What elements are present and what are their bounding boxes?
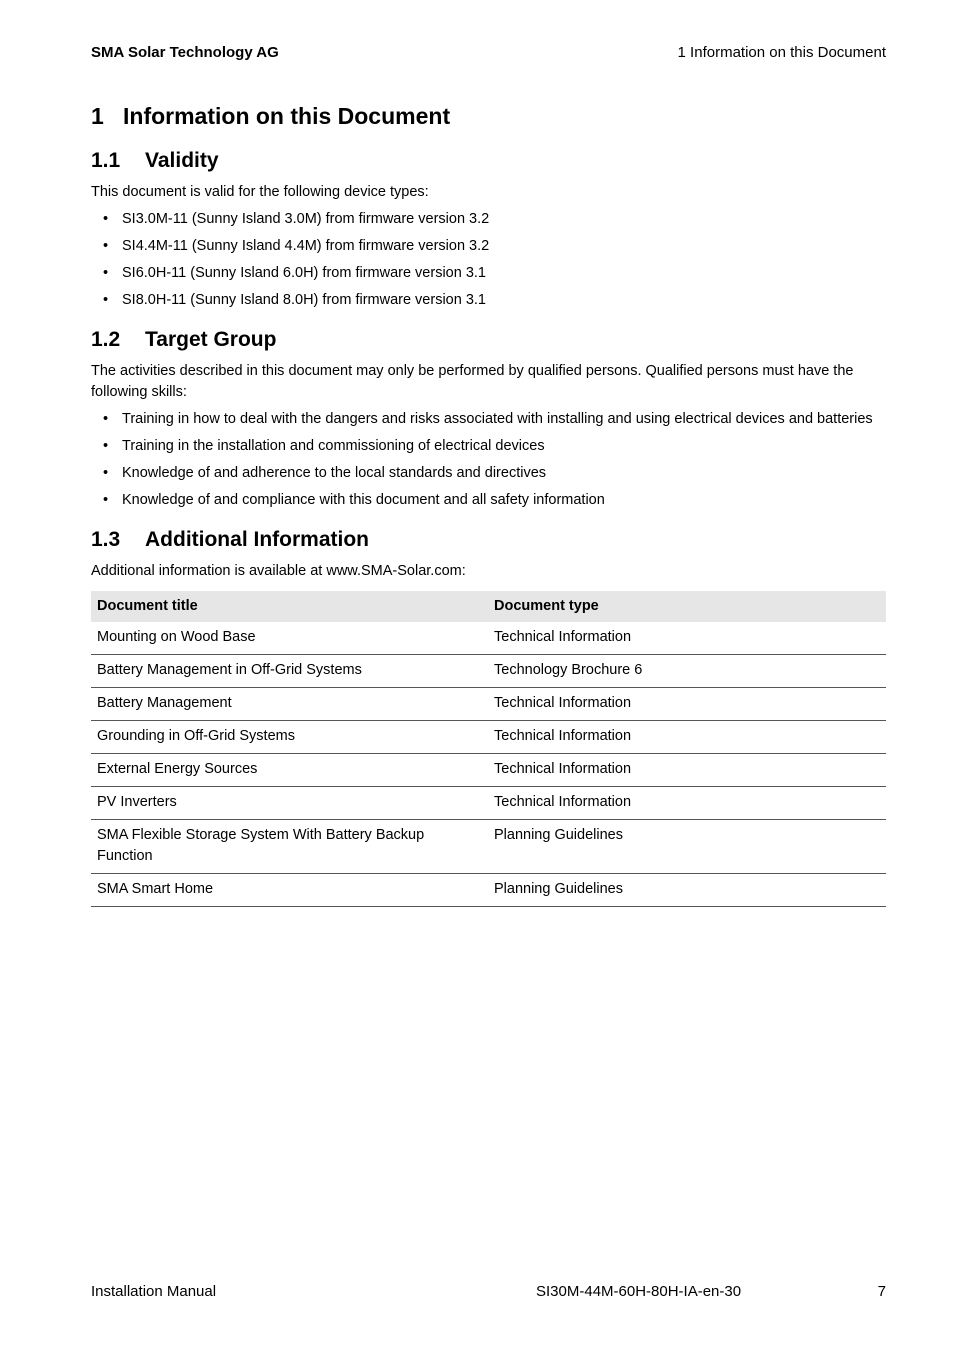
document-type-cell: Technical Information xyxy=(488,787,886,820)
list-item: • Training in the installation and commissioning of electrical devices xyxy=(91,436,886,457)
section-heading-validity xyxy=(91,146,886,176)
skills-list xyxy=(91,409,886,511)
column-header-type: Document type xyxy=(488,591,886,622)
bullet-icon: • xyxy=(103,238,109,254)
list-item: • Knowledge of and adherence to the local standards and directives xyxy=(91,463,886,484)
footer-document-code: SI30M-44M-60H-80H-IA-en-30 xyxy=(536,1283,742,1300)
document-title-cell: SMA Flexible Storage System With Battery Backup Function xyxy=(91,820,488,874)
header-section-title: 1 Information on this Document xyxy=(677,44,886,61)
chapter-title: Information on this Document xyxy=(123,103,451,129)
list-item: • SI4.4M-11 (Sunny Island 4.4M) from firmware version 3.2 xyxy=(91,236,886,257)
document-type-cell: Technology Brochure 6 xyxy=(488,655,886,688)
bullet-icon: • xyxy=(103,265,109,281)
document-title-cell: PV Inverters xyxy=(91,787,488,820)
document-title-cell: Battery Management in Off-Grid Systems xyxy=(91,655,488,688)
document-content xyxy=(91,100,886,907)
validity-intro: This document is valid for the following device types: xyxy=(91,184,429,200)
document-type-cell: Technical Information xyxy=(488,622,886,655)
document-title-cell: Mounting on Wood Base xyxy=(91,622,488,655)
table-row xyxy=(91,874,886,907)
table-row xyxy=(91,655,886,688)
table-row xyxy=(91,787,886,820)
section-heading-target-group xyxy=(91,325,886,355)
section-number: 1.1 xyxy=(91,149,121,172)
table-row xyxy=(91,721,886,754)
additional-intro: Additional information is available at www.SMA-Solar.com: xyxy=(91,563,466,579)
list-item: • Knowledge of and compliance with this document and all safety information xyxy=(91,490,886,511)
target-group-intro: The activities described in this document may only be performed by qualified persons. Qualified persons must have the following skills: xyxy=(91,363,854,400)
document-title-cell: SMA Smart Home xyxy=(91,874,488,907)
section-heading-additional-information xyxy=(91,525,886,555)
section-title: Target Group xyxy=(145,328,277,351)
document-type-cell: Technical Information xyxy=(488,721,886,754)
page-footer xyxy=(91,1283,886,1303)
page-number: 7 xyxy=(877,1283,886,1300)
chapter-number: 1 xyxy=(91,103,104,129)
section-title: Validity xyxy=(145,149,219,172)
validity-list xyxy=(91,209,886,311)
section-title: Additional Information xyxy=(145,528,369,551)
list-item: • SI3.0M-11 (Sunny Island 3.0M) from firmware version 3.2 xyxy=(91,209,886,230)
column-header-title: Document title xyxy=(91,591,488,622)
bullet-icon: • xyxy=(103,492,109,508)
section-number: 1.3 xyxy=(91,528,121,551)
list-item: • SI6.0H-11 (Sunny Island 6.0H) from firmware version 3.1 xyxy=(91,263,886,284)
document-type-cell: Technical Information xyxy=(488,754,886,787)
table-row xyxy=(91,754,886,787)
list-item: • Training in how to deal with the dangers and risks associated with installing and using electrical devices and batteries xyxy=(91,409,886,430)
list-item: • SI8.0H-11 (Sunny Island 8.0H) from firmware version 3.1 xyxy=(91,290,886,311)
page-header xyxy=(91,44,886,64)
table-row xyxy=(91,622,886,655)
document-type-cell: Planning Guidelines xyxy=(488,874,886,907)
chapter-heading xyxy=(91,100,886,132)
section-number: 1.2 xyxy=(91,328,121,351)
document-type-cell: Planning Guidelines xyxy=(488,820,886,874)
bullet-icon: • xyxy=(103,465,109,481)
table-header-row xyxy=(91,591,886,622)
bullet-icon: • xyxy=(103,438,109,454)
document-title-cell: Grounding in Off-Grid Systems xyxy=(91,721,488,754)
bullet-icon: • xyxy=(103,292,109,308)
document-title-cell: External Energy Sources xyxy=(91,754,488,787)
document-title-cell: Battery Management xyxy=(91,688,488,721)
documents-table xyxy=(91,591,886,907)
footer-manual-type: Installation Manual xyxy=(91,1283,217,1300)
table-row xyxy=(91,688,886,721)
bullet-icon: • xyxy=(103,211,109,227)
bullet-icon: • xyxy=(103,411,109,427)
document-type-cell: Technical Information xyxy=(488,688,886,721)
table-row xyxy=(91,820,886,874)
company-name: SMA Solar Technology AG xyxy=(91,44,279,61)
